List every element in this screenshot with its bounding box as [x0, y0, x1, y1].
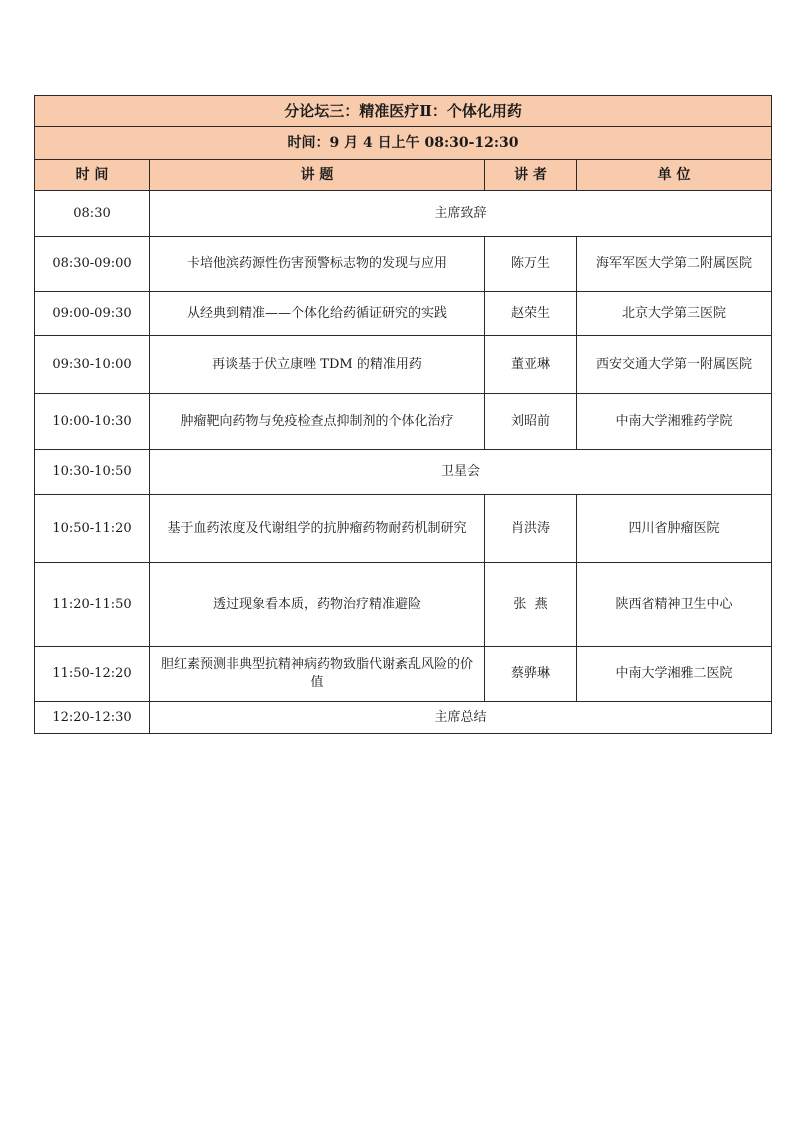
schedule-row [35, 495, 772, 563]
schedule-row [35, 563, 772, 647]
row-time: 10:50-11:20 [35, 495, 150, 563]
row-time: 10:00-10:30 [35, 394, 150, 450]
row-topic: 透过现象看本质，药物治疗精准避险 [150, 563, 485, 647]
row-time: 09:00-09:30 [35, 292, 150, 336]
schedule-row [35, 237, 772, 292]
schedule-row [35, 394, 772, 450]
column-header-time: 时 间 [35, 160, 150, 191]
row-topic: 再谈基于伏立康唑 TDM 的精准用药 [150, 336, 485, 394]
row-unit: 陕西省精神卫生中心 [577, 563, 772, 647]
row-topic: 卫星会 [150, 450, 772, 495]
row-speaker: 蔡骅琳 [485, 647, 577, 702]
schedule-row [35, 336, 772, 394]
row-unit: 海军军医大学第二附属医院 [577, 237, 772, 292]
column-header-unit: 单 位 [577, 160, 772, 191]
row-unit: 西安交通大学第一附属医院 [577, 336, 772, 394]
column-header-topic: 讲 题 [150, 160, 485, 191]
forum-title: 分论坛三：精准医疗Ⅱ：个体化用药 [35, 96, 772, 127]
schedule-row [35, 191, 772, 237]
forum-time: 时间：9 月 4 日上午 08:30-12:30 [35, 127, 772, 160]
row-time: 12:20-12:30 [35, 702, 150, 734]
column-header-row [35, 160, 772, 191]
row-topic: 从经典到精准——个体化给药循证研究的实践 [150, 292, 485, 336]
row-speaker: 肖洪涛 [485, 495, 577, 563]
forum-time-row [35, 127, 772, 160]
row-speaker: 赵荣生 [485, 292, 577, 336]
row-time: 08:30-09:00 [35, 237, 150, 292]
row-unit: 北京大学第三医院 [577, 292, 772, 336]
forum-title-row [35, 96, 772, 127]
row-topic: 主席致辞 [150, 191, 772, 237]
column-header-speaker: 讲 者 [485, 160, 577, 191]
row-time: 10:30-10:50 [35, 450, 150, 495]
row-unit: 中南大学湘雅二医院 [577, 647, 772, 702]
row-time: 08:30 [35, 191, 150, 237]
row-topic: 主席总结 [150, 702, 772, 734]
row-speaker: 刘昭前 [485, 394, 577, 450]
row-time: 11:50-12:20 [35, 647, 150, 702]
schedule-row [35, 292, 772, 336]
schedule-row [35, 450, 772, 495]
row-speaker: 张 燕 [485, 563, 577, 647]
row-unit: 中南大学湘雅药学院 [577, 394, 772, 450]
row-topic: 胆红素预测非典型抗精神病药物致脂代谢紊乱风险的价值 [150, 647, 485, 702]
row-speaker: 董亚琳 [485, 336, 577, 394]
row-topic: 肿瘤靶向药物与免疫检查点抑制剂的个体化治疗 [150, 394, 485, 450]
row-unit: 四川省肿瘤医院 [577, 495, 772, 563]
schedule-table [34, 95, 772, 734]
schedule-row [35, 647, 772, 702]
row-time: 09:30-10:00 [35, 336, 150, 394]
schedule-row [35, 702, 772, 734]
row-speaker: 陈万生 [485, 237, 577, 292]
row-topic: 基于血药浓度及代谢组学的抗肿瘤药物耐药机制研究 [150, 495, 485, 563]
row-time: 11:20-11:50 [35, 563, 150, 647]
row-topic: 卡培他滨药源性伤害预警标志物的发现与应用 [150, 237, 485, 292]
